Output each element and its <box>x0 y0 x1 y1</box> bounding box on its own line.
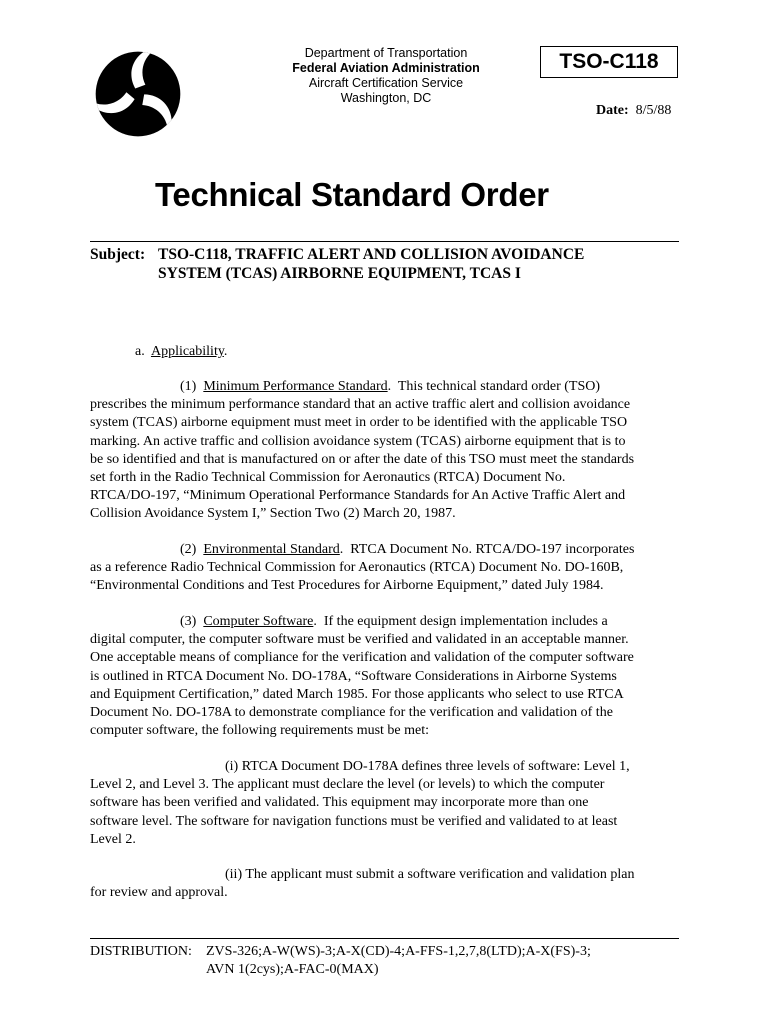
section-a-title: Applicability <box>150 344 224 359</box>
subject-line-1: TSO-C118, TRAFFIC ALERT AND COLLISION AVOIDANCE <box>158 246 585 263</box>
p3-line: computer software, the following requirements must be met: <box>90 723 430 739</box>
p3-line: is outlined in RTCA Document No. DO-178A, “Software Considerations in Airborne Systems <box>90 668 617 684</box>
paragraph-3: (3) Computer Software. If the equipment design implementation includes a digital computer, the computer software must be verified and validated in an acceptable manner. One acceptable means of compliance for the verification and validation of the computer software is outlined in RTCA Document No. DO-178A, “Software Considerations in Airborne Systems and Equipment Certification,” dated March 1985. For those applicants who select to use RTCA Document No. DO-178A to demonstrate compliance for the verification and validation of the computer software, the following requirements must be met: <box>90 613 680 740</box>
p2-line: “Environmental Conditions and Test Procedures for Airborne Equipment,” dated July 1984. <box>90 578 604 594</box>
p1-line: prescribes the minimum performance standard that an active traffic alert and collision avoidance <box>90 397 631 413</box>
page-title: Technical Standard Order <box>155 176 549 213</box>
pi-line: software has been verified and validated. This equipment may incorporate more than one <box>90 795 589 811</box>
tso-number-box: TSO-C118 <box>540 46 678 78</box>
p3-title: Computer Software <box>203 614 314 629</box>
section-a: a. Applicability. <box>135 344 228 359</box>
distribution-label: DISTRIBUTION: <box>90 944 192 959</box>
p3-line: and Equipment Certification,” dated March 1985. For those applicants who select to use RTCA <box>90 686 624 702</box>
dept-line-3: Aircraft Certification Service <box>308 76 464 90</box>
p3-line-1: If the equipment design implementation includes a <box>323 614 608 629</box>
dot-logo-icon <box>92 48 184 140</box>
distribution-rule <box>90 938 679 939</box>
p1-line: Collision Avoidance System I,” Section Two (2) March 20, 1987. <box>90 506 456 522</box>
p2-line: as a reference Radio Technical Commission for Aeronautics (RTCA) Document No. DO-160B, <box>90 560 624 576</box>
p1-number: (1) <box>180 379 197 394</box>
p2-number: (2) <box>180 542 197 557</box>
dept-line-2: Federal Aviation Administration <box>292 61 480 75</box>
distribution-line-1: ZVS-326;A-W(WS)-3;A-X(CD)-4;A-FFS-1,2,7,8(LTD);A-X(FS)-3; <box>206 944 591 959</box>
p3-line: digital computer, the computer software must be verified and validated in an acceptable manner. <box>90 632 629 648</box>
paragraph-2: (2) Environmental Standard. RTCA Document No. RTCA/DO-197 incorporates as a reference Radio Technical Commission for Aeronautics (RTCA) Document No. DO-160B, “Environmental Conditions and Test Procedures for Airborne Equipment,” dated July 1984. <box>90 541 680 596</box>
title-rule <box>90 241 679 242</box>
subject-line-2: SYSTEM (TCAS) AIRBORNE EQUIPMENT, TCAS I <box>158 264 521 282</box>
pii-line: for review and approval. <box>90 885 228 901</box>
paragraph-ii <box>90 866 680 902</box>
dept-line-4: Washington, DC <box>340 91 432 105</box>
pi-line: software level. The software for navigation functions must be verified and validated to at least <box>90 813 618 829</box>
date-value: 8/5/88 <box>635 103 672 118</box>
p1-line: RTCA/DO-197, “Minimum Operational Performance Standards for An Active Traffic Alert and <box>90 488 626 504</box>
p1-line-1: This technical standard order (TSO) <box>397 379 601 394</box>
pi-line-1: (i) RTCA Document DO-178A defines three levels of software: Level 1, <box>225 759 630 774</box>
paragraph-1: (1) Minimum Performance Standard. This technical standard order (TSO) prescribes the minimum performance standard that an active traffic alert and collision avoidance system (TCAS) airborne equipment must meet in order to be identified with the applicable TSO marking. An active traffic and collision avoidance system (TCAS) airborne equipment that is to be so identified and that is manufactured on or after the date of this TSO must meet the standards set forth in the Radio Technical Commission for Aeronautics (RTCA) Document No. RTCA/DO-197, “Minimum Operational Performance Standards for An Active Traffic Alert and Collision Avoidance System I,” Section Two (2) March 20, 1987. <box>90 378 680 524</box>
distribution-block <box>90 943 591 979</box>
p1-line: marking. An active traffic and collision avoidance system (TCAS) airborne equipment that is to <box>90 433 626 449</box>
pi-line: Level 2, and Level 3. The applicant must declare the level (or levels) to which the computer <box>90 777 605 793</box>
date-label: Date: <box>596 103 629 118</box>
date-line <box>596 103 671 119</box>
p2-line-1: RTCA Document No. RTCA/DO-197 incorporates <box>350 542 635 557</box>
p2-title: Environmental Standard <box>203 542 340 557</box>
paragraph-i <box>90 758 680 849</box>
p3-number: (3) <box>180 614 197 629</box>
distribution-line-2: AVN 1(2cys);A-FAC-0(MAX) <box>206 962 379 977</box>
p1-line: be so identified and that is manufactured on or after the date of this TSO must meet the standards <box>90 451 635 467</box>
p1-line: set forth in the Radio Technical Commission for Aeronautics (RTCA) Document No. <box>90 470 566 486</box>
p1-title: Minimum Performance Standard <box>203 379 388 394</box>
subject-label: Subject: <box>90 246 146 263</box>
p3-line: Document No. DO-178A to demonstrate compliance for the verification and validation of the <box>90 705 613 721</box>
pi-line: Level 2. <box>90 831 136 847</box>
department-block <box>258 46 514 106</box>
subject-block <box>90 246 690 283</box>
pii-line-1: (ii) The applicant must submit a software verification and validation plan <box>225 867 635 882</box>
p3-line: One acceptable means of compliance for the verification and validation of the computer software <box>90 650 634 666</box>
section-a-number: a. <box>135 344 145 359</box>
dept-line-1: Department of Transportation <box>304 46 468 60</box>
p1-line: system (TCAS) airborne equipment must meet in order to be identified with the applicable TSO <box>90 415 628 431</box>
